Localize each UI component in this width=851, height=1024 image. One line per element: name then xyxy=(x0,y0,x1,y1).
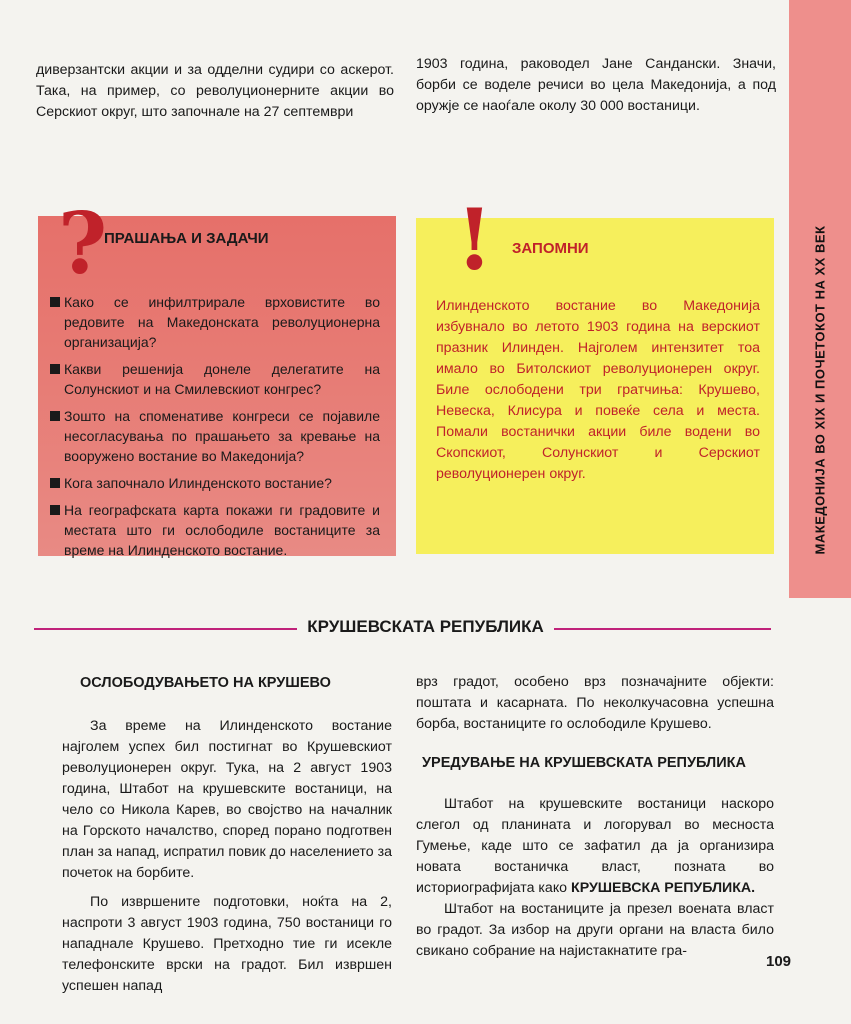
subheading: ОСЛОБОДУВАЊЕТО НА КРУШЕВО xyxy=(80,675,331,691)
list-item: Како се инфилтрирале врховистите во редовите на Македонската револуционерна организација? xyxy=(50,292,380,352)
bottom-left-column xyxy=(62,673,392,997)
remember-box xyxy=(416,190,774,554)
exclamation-mark-icon: ! xyxy=(456,190,493,289)
paragraph: диверзантски акции и за одделни судири со аскерот. Така, на пример, со револуционерните акции во Серскиот округ, што започнале на 27 септември xyxy=(36,62,394,120)
top-left-column xyxy=(36,60,394,123)
paragraph: врз градот, особено врз позначајните објекти: поштата и касарната. По неколкучасовна успешна борба, востаниците го ослободиле Крушево. xyxy=(416,674,774,732)
remember-text: Илинденското востание во Македонија избувнало во летото 1903 година на верскиот празник Илинден. Најголем интензитет тоа имало во Битолскиот револуционерен округ. Биле ослободени три гратчиња: Крушево, Невеска, Клисура и повеќе села и места. Помали востанички акции биле водени во Скопскиот, Солунскиот и Серскиот револуционерен округ. xyxy=(436,298,760,482)
section-title xyxy=(0,617,851,637)
questions-title: ПРАШАЊА И ЗАДАЧИ xyxy=(104,230,269,247)
square-bullet-icon xyxy=(50,505,60,515)
square-bullet-icon xyxy=(50,297,60,307)
list-item: Кога започнало Илинденското востание? xyxy=(50,473,380,493)
square-bullet-icon xyxy=(50,411,60,421)
top-right-column xyxy=(416,54,776,117)
paragraph: Штабот на востаниците ја презел воената власт во градот. За избор на други органи на власта било свикано собрание на најистакнатите гра- xyxy=(416,901,774,959)
question-mark-icon: ? xyxy=(58,194,108,293)
paragraph: За време на Илинденското востание најголем успех бил постигнат во Крушевскиот револуционерен округ. Тука, на 2 август 1903 година, Штабот на крушевските востаници, на чело со Никола Карев, во својство на началник на Горското началство, според порано подготвен план за напад, испратил повик до населението за почеток на борбите. xyxy=(62,718,392,881)
section-title-text: КРУШЕВСКАТА РЕПУБЛИКА xyxy=(297,617,554,636)
paragraph: По извршените подготовки, ноќта на 2, наспроти 3 август 1903 година, 750 востаници го нападнале Крушево. Претходно тие ги исекле телефонските врски на градот. Бил извршен успешен напад xyxy=(62,894,392,994)
list-item: Зошто на споменативе конгреси се појавиле несогласувања по прашањето за кревање на вооружено востание во Македонија? xyxy=(50,406,380,466)
list-item: Какви решенија донеле делегатите на Солунскиот и на Смилевскиот конгрес? xyxy=(50,359,380,399)
bottom-right-column xyxy=(416,672,774,962)
questions-box xyxy=(38,194,396,558)
emphasis: КРУШЕВСКА РЕПУБЛИКА. xyxy=(571,880,756,896)
questions-list xyxy=(50,292,380,567)
subheading: УРЕДУВАЊЕ НА КРУШЕВСКАТА РЕПУБЛИКА xyxy=(422,755,746,771)
square-bullet-icon xyxy=(50,478,60,488)
paragraph: Штабот на крушевските востаници наскоро слегол од планината и логорувал во месноста Гумење, каде што се зафатил да ја организира новата востаничка власт, позната во историографијата како КРУШЕВСКА РЕПУБЛИКА. xyxy=(416,796,774,896)
chapter-title-vertical: МАКЕДОНИЈА ВО XIX И ПОЧЕТОКОТ НА XX ВЕК xyxy=(812,225,828,555)
remember-title: ЗАПОМНИ xyxy=(512,240,589,257)
square-bullet-icon xyxy=(50,364,60,374)
paragraph: 1903 година, раководел Јане Сандански. Значи, борби се воделе речиси во цела Македонија, а под оружје се наоѓале околу 30 000 востаници. xyxy=(416,56,776,114)
page-number: 109 xyxy=(766,953,792,970)
list-item: На географската карта покажи ги градовите и местата што ги ослободиле востаниците за време на Илинденското востание. xyxy=(50,500,380,560)
